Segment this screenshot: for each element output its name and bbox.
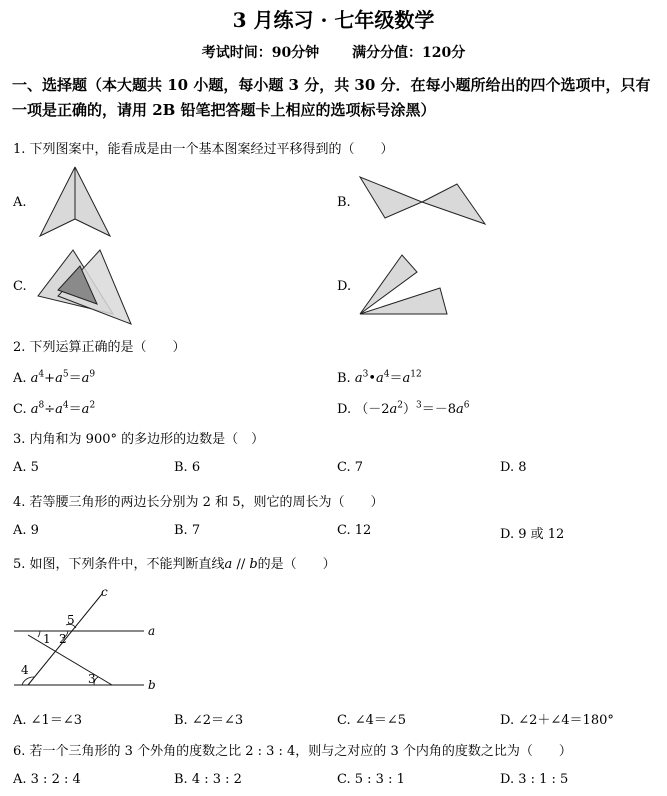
question-6-stem: 6. 若一个三角形的 3 个外角的度数之比 2 : 3 : 4，则与之对应的 3 个内角的度数之比为（ ） <box>13 744 572 759</box>
q1-figure-c <box>33 244 138 328</box>
question-1-stem: 1. 下列图案中，能看成是由一个基本图案经过平移得到的（ ） <box>13 142 394 157</box>
q5-option-c[interactable]: C. ∠4＝∠5 <box>337 713 407 728</box>
q5-stem-post: 的是（ ） <box>257 557 336 572</box>
q2-c-eq: ＝ <box>68 402 82 417</box>
q2-c-exp3: 2 <box>89 400 96 411</box>
q1-option-c-label[interactable]: C. <box>13 279 27 294</box>
q5-angle-4: 4 <box>21 663 29 677</box>
section-line-1: 一、选择题（本大题共 10 小题，每小题 3 分，共 30 分．在每小题所给出的四个选项中，只有 <box>12 76 651 94</box>
q5-angle-2: 2 <box>59 632 67 646</box>
q2-d-exp-outer: 3 <box>416 400 422 411</box>
q2-b-var3: a <box>402 371 411 386</box>
q1-figure-d <box>357 250 457 322</box>
q5-option-a[interactable]: A. ∠1＝∠3 <box>13 713 82 728</box>
q2-b-label: B. <box>337 371 355 386</box>
q2-b-eq: ＝ <box>389 371 403 386</box>
q2-d-exp2: 6 <box>463 400 470 411</box>
q5-var-b: b <box>249 557 258 572</box>
q2-b-exp2: 4 <box>383 369 390 380</box>
q2-option-d[interactable] <box>337 398 470 417</box>
page-title: 3 月练习 · 七年级数学 <box>232 8 435 32</box>
q2-c-op: ÷ <box>44 402 56 417</box>
q2-c-var2: a <box>55 402 63 417</box>
question-3-stem: 3. 内角和为 900° 的多边形的边数是（ ） <box>13 432 265 447</box>
q3-option-c[interactable]: C. 7 <box>337 460 364 475</box>
section-heading <box>12 73 662 123</box>
q6-option-a[interactable]: A. 3 : 2 : 4 <box>13 772 81 787</box>
question-5-stem <box>13 553 336 572</box>
q5-label-c: c <box>101 585 108 599</box>
q5-parallel: // <box>232 557 250 572</box>
q5-option-d[interactable]: D. ∠2＋∠4＝180° <box>500 713 614 728</box>
q2-a-exp3: 9 <box>89 369 96 380</box>
q2-c-label: C. <box>13 402 31 417</box>
q2-c-var3: a <box>81 402 90 417</box>
exam-info <box>0 42 667 62</box>
q5-label-a: a <box>148 624 156 638</box>
q4-option-b[interactable]: B. 7 <box>174 523 201 538</box>
q2-d-label: D. （－2 <box>337 402 390 417</box>
exam-score: 满分分值：120分 <box>352 45 466 61</box>
q2-c-exp2: 4 <box>62 400 69 411</box>
q2-d-var1: a <box>389 402 398 417</box>
q4-option-c[interactable]: C. 12 <box>337 523 372 538</box>
q2-a-var3: a <box>81 371 90 386</box>
q6-option-c[interactable]: C. 5 : 3 : 1 <box>337 772 405 787</box>
q2-a-var1: a <box>30 371 39 386</box>
q2-b-exp3: 12 <box>410 369 422 380</box>
q1-option-b-label[interactable]: B. <box>337 195 351 210</box>
q5-label-b: b <box>148 678 156 692</box>
q2-option-c[interactable] <box>13 398 95 417</box>
q2-a-var2: a <box>55 371 63 386</box>
q2-b-exp1: 3 <box>362 369 369 380</box>
q1-option-a-label[interactable]: A. <box>13 195 27 210</box>
q2-d-var2: a <box>456 402 464 417</box>
q2-a-exp1: 4 <box>38 369 45 380</box>
question-4-stem: 4. 若等腰三角形的两边长分别为 2 和 5，则它的周长为（ ） <box>13 495 384 510</box>
q2-a-eq: ＝ <box>68 371 82 386</box>
q2-c-exp1: 8 <box>38 400 45 411</box>
q2-b-var2: a <box>376 371 384 386</box>
q4-option-d[interactable]: D. 9 或 12 <box>500 527 565 542</box>
q2-b-op: • <box>368 371 376 386</box>
q1-figure-b <box>357 172 492 232</box>
q2-b-var1: a <box>354 371 363 386</box>
q5-stem-pre: 5. 如图，下列条件中，不能判断直线 <box>13 557 225 572</box>
q2-option-a[interactable] <box>13 367 95 386</box>
q1-figure-a <box>35 164 115 244</box>
q6-option-b[interactable]: B. 4 : 3 : 2 <box>174 772 242 787</box>
q4-option-a[interactable]: A. 9 <box>13 523 39 538</box>
q3-option-b[interactable]: B. 6 <box>174 460 201 475</box>
q2-d-paren: ） <box>403 402 417 417</box>
q3-option-d[interactable]: D. 8 <box>500 460 527 475</box>
q2-a-exp2: 5 <box>62 369 69 380</box>
q2-a-op: + <box>44 371 56 386</box>
q2-a-label: A. <box>13 371 31 386</box>
q2-c-var1: a <box>30 402 39 417</box>
q1-option-d-label[interactable]: D. <box>337 279 352 294</box>
q5-parallel-lines-figure <box>10 582 170 694</box>
q5-option-b[interactable]: B. ∠2＝∠3 <box>174 713 244 728</box>
section-line-2: 一项是正确的，请用 2B 铅笔把答题卡上相应的选项标号涂黑） <box>12 101 436 119</box>
q5-angle-5: 5 <box>67 613 75 627</box>
q3-option-a[interactable]: A. 5 <box>13 460 39 475</box>
q2-d-eq: ＝－8 <box>421 402 457 417</box>
question-2-stem: 2. 下列运算正确的是（ ） <box>13 340 186 355</box>
q5-var-a: a <box>224 557 233 572</box>
q5-angle-1: 1 <box>43 632 51 646</box>
q5-angle-3: 3 <box>88 672 96 686</box>
q6-option-d[interactable]: D. 3 : 1 : 5 <box>500 772 569 787</box>
q2-option-b[interactable] <box>337 367 422 386</box>
exam-time: 考试时间：90分钟 <box>201 45 320 61</box>
q2-d-exp1: 2 <box>397 400 403 411</box>
